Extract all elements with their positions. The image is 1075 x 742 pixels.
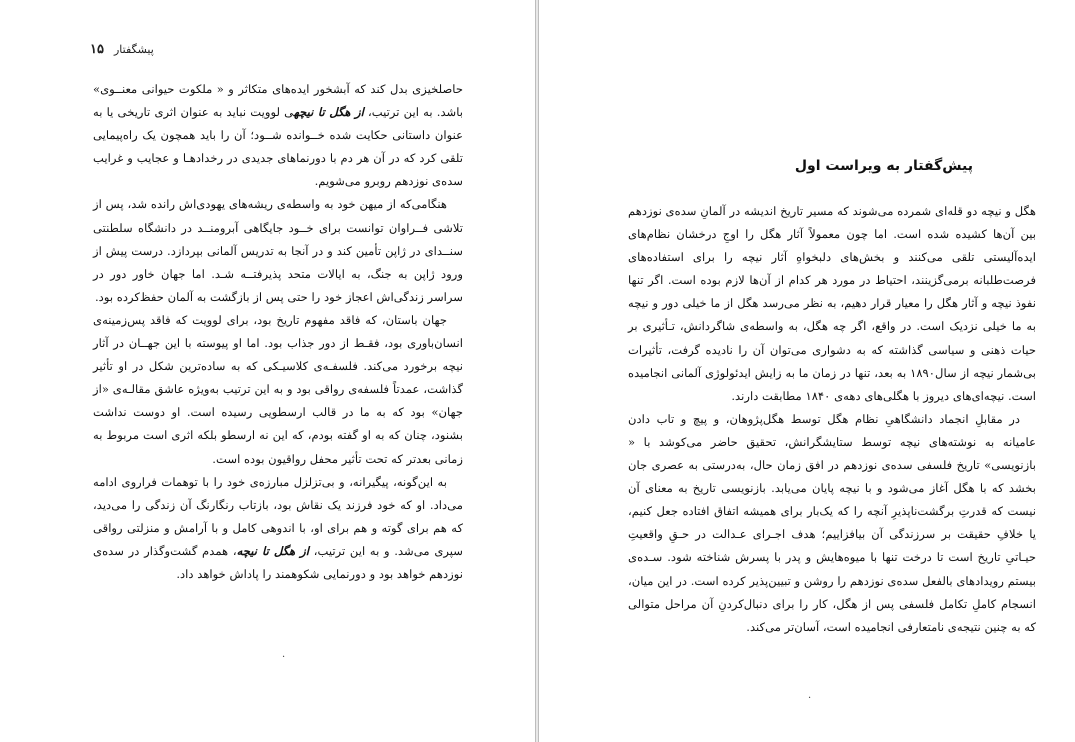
left-paragraph-1: حاصلخیزی بدل کند که آبشخور ایده‌های متکاثر و « ملکوت حیوانی معنــوی» باشد. به این ترتیب، از هگل تا نیچهی لوویت نباید به عنوان اثری تاریخی یا به عنوان داستانی حکایت شده خــوانده شــود؛ آن را باید همچون یک راه‌پیمایی تلقی کرد که در آن هر دم با دورنماهای جدیدی در رخدادهـا و عجایب و غرایب سده‌ی نوزدهم روبرو می‌شویم. xyxy=(93,82,463,189)
page-number: ۱۵ xyxy=(90,42,104,57)
right-paragraph-1: هگل و نیچه دو قله‌ای شمرده می‌شوند که مسیر تاریخ اندیشه در آلمانِ سده‌ی نوزدهم بین آن‌ها کشیده شده است. اما چون معمولاً آثار هگل را اوجِ درخشان نظام‌های ایده‌آلیستی تلقی می‌کنند و بخش‌های دلبخواهِ آثار نیچه را برای استفاده‌های فرصت‌طلبانه برمی‌گزینند، احتیاط در مورد هر کدام از آن‌ها لازم بوده است. اگر تنها نفوذ نیچه و آثار هگل را معیار قرار دهیم، به نظر می‌رسد هگل از ما خیلی دور و نیچه به ما خیلی نزدیک است. در واقع، اگر چه هگل، به واسطه‌ی شاگردانش، تـأثیری بر حیات ذهنی و سیاسی گذاشته که به دشواری می‌توان آن را نادیده گرفت، تأثیرات بی‌شمار نیچه از سال۱۸۹۰ به بعد، تنها در زمان ما به زایش ایدئولوژی آلمانی انجامیده است. نیچه‌ای‌های دیروز با هگلی‌های دهه‌ی ۱۸۴۰ مطابقت دارند. xyxy=(628,204,1036,403)
left-page-body xyxy=(93,78,463,586)
page-mark: · xyxy=(282,652,286,663)
left-paragraph-3: جهان باستان، که فاقد مفهوم تاریخ بود، برای لوویت که فاقد پس‌زمینه‌ی انسان‌باوری بود، فقـط از دور جذاب بود. اما او پیوسته با این جهــان در آثار نیچه برخورد می‌کند. فلسفـه‌ی کلاسیـکی که به ساده‌ترین شکل در او تأثیر گذاشت، عمدتاً فلسفه‌ی رواقی بود و به این ترتیب به‌ویژه عاشق مقالـه‌ی «از جهان» بود که به ما در قالب ارسطویی رسیده است. او دوست نداشت بشنود، چنان که به او گفته بودم، که این نه ارسطو بلکه اثری است مربوط به زمانی بعدتر که تحت تأثیر محفل رواقیون بوده است. xyxy=(93,312,463,466)
right-page-body xyxy=(628,200,1036,639)
section-heading: پیش‌گفتار به ویراست اول xyxy=(794,158,973,174)
page-mark: · xyxy=(808,693,812,704)
book-title-emphasis: از هگل تا نیچه xyxy=(293,105,364,120)
left-paragraph-4: به این‌گونه، پیگیرانه، و بی‌تزلزل مبارزه‌ی خود را با توهمات فراروی ادامه می‌داد. او که خود فرزند یک نقاش بود، بازتاب رنگارنگ آن زندگی را می‌دید، که هم برای گوته و هم برای او، با اندوهی کامل و با آرامش و منزلتی رواقی سپری می‌شد. و به این ترتیب، از هگل تا نیچه، همدم گشت‌وگذار در سده‌ی نوزدهم خواهد بود و دورنمایی شکوهمند را پاداش خواهد داد. xyxy=(93,474,464,581)
running-head xyxy=(90,42,154,57)
book-title-emphasis: از هگل تا نیچه xyxy=(236,543,310,558)
right-paragraph-2: در مقابلِ انجماد دانشگاهیِ نظام هگل توسط هگل‌پژوهان، و پیچ و تاب دادن عامیانه به نوشته‌های نیچه توسط ستایشگرانش، تحقیق حاضر می‌کوشد با « بازنویسی» تاریخ فلسفی سده‌ی نوزدهم در افق زمان حال، به‌درستی به عصری جان بخشد که با هگل آغاز می‌شود و با نیچه پایان می‌یابد. بازنویسی تاریخ به معنای آن نیست که قدرتِ برگشت‌ناپذیرِ آنچه را که یک‌بار برای همیشه اتفاق افتاده جعل کنیم، یا خلافِ حقیقت بر سرزندگی آن بیافزاییم؛ هدف اجـرای عـدالت در حـقِ واقعیتِ حیـاتیِ تاریخ است تا درخت تنها با میوه‌هایش و پدر با پسرش شناخته شود. سـده‌ی بیستم رویدادهای بالفعل سده‌ی نوزدهم را روشن و تبیین‌پذیر کرده است. در این میان، انسجام کاملِ تکامل فلسفی پس از هگل، کار را برای دنبال‌کردنِ آن مراحل متوالی که به چنین نتیجه‌ی نامتعارفی انجامیده است، آسان‌تر می‌کند. xyxy=(628,411,1036,634)
left-paragraph-2: هنگامی‌که از میهن خود به واسطه‌ی ریشه‌های یهودی‌اش رانده شد، پس از تلاشی فــراوان توانست برای خــود جایگاهی آبرومنــد در دانشگاه سلطنتی سنــدای در ژاپن تأمین کند و در آنجا به تدریس آلمانی بپردازد. درست پیش از ورود ژاپن به جنگ، به ایالات متحد پذیرفتــه شـد. اما جهان خاور دور در سراسر زندگی‌اش اعجاز خود را حتی پس از بازگشت به آلمان حفظ‌کرده بود. xyxy=(93,197,463,304)
running-head-title: پیشگفتار xyxy=(113,43,154,56)
